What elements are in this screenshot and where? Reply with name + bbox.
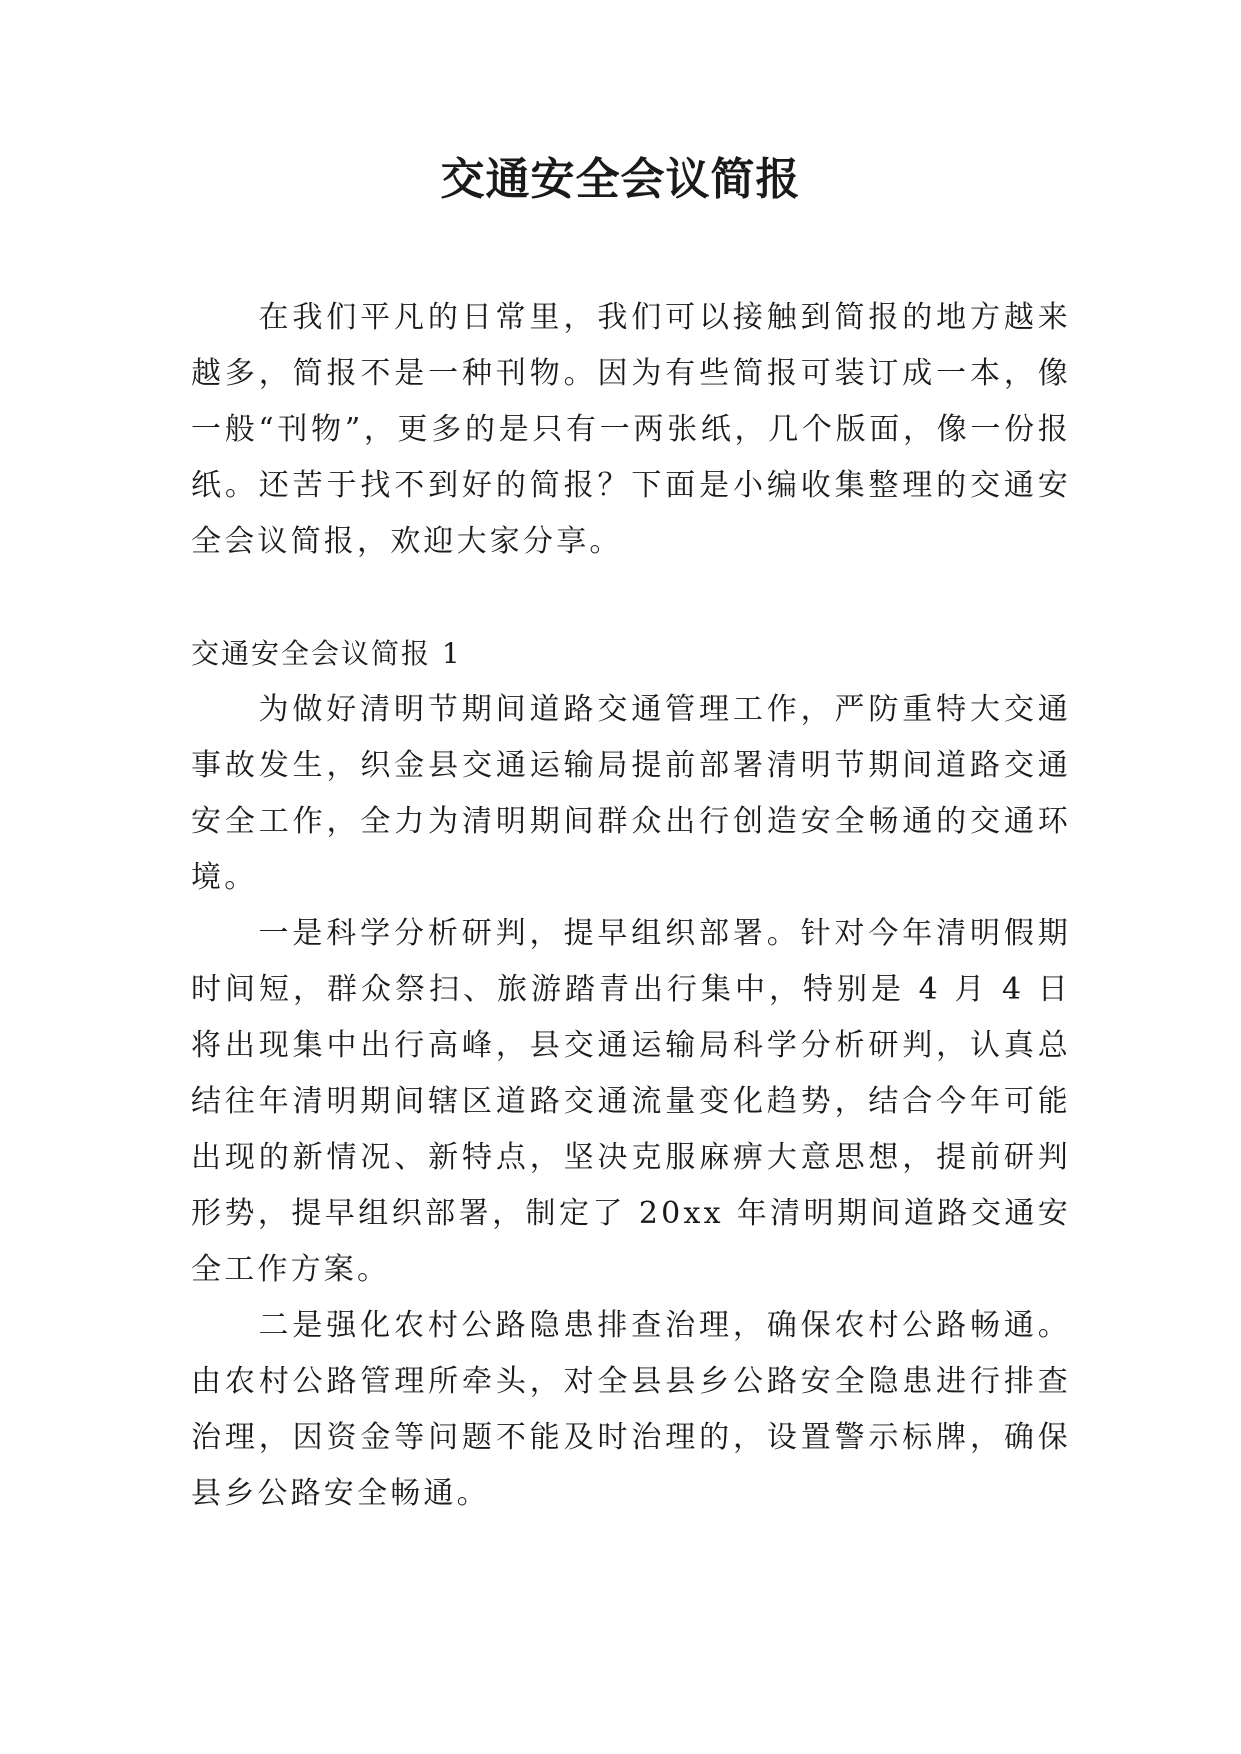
body-paragraph-3: 二是强化农村公路隐患排查治理，确保农村公路畅通。由农村公路管理所牵头，对全县县乡公路安全隐患进行排查治理，因资金等问题不能及时治理的，设置警示标牌，确保县乡公路安全畅通。 xyxy=(191,1308,1071,1511)
document-body xyxy=(191,290,1071,1522)
section-heading: 交通安全会议简报 1 xyxy=(191,637,462,670)
document-title: 交通安全会议简报 xyxy=(440,154,801,205)
body-paragraph-2: 一是科学分析研判，提早组织部署。针对今年清明假期时间短，群众祭扫、旅游踏青出行集中，特别是 4 月 4 日将出现集中出行高峰，县交通运输局科学分析研判，认真总结往年清明期间辖区道路交通流量变化趋势，结合今年可能出现的新情况、新特点，坚决克服麻痹大意思想，提前研判形势，提早组织部署，制定了 20xx 年清明期间道路交通安全工作方案。 xyxy=(191,916,1071,1287)
intro-paragraph: 在我们平凡的日常里，我们可以接触到简报的地方越来越多，简报不是一种刊物。因为有些简报可装订成一本，像一般“刊物”，更多的是只有一两张纸，几个版面，像一份报纸。还苦于找不到好的简报？下面是小编收集整理的交通安全会议简报，欢迎大家分享。 xyxy=(191,300,1071,559)
body-paragraph-1: 为做好清明节期间道路交通管理工作，严防重特大交通事故发生，织金县交通运输局提前部署清明节期间道路交通安全工作，全力为清明期间群众出行创造安全畅通的交通环境。 xyxy=(191,692,1071,895)
